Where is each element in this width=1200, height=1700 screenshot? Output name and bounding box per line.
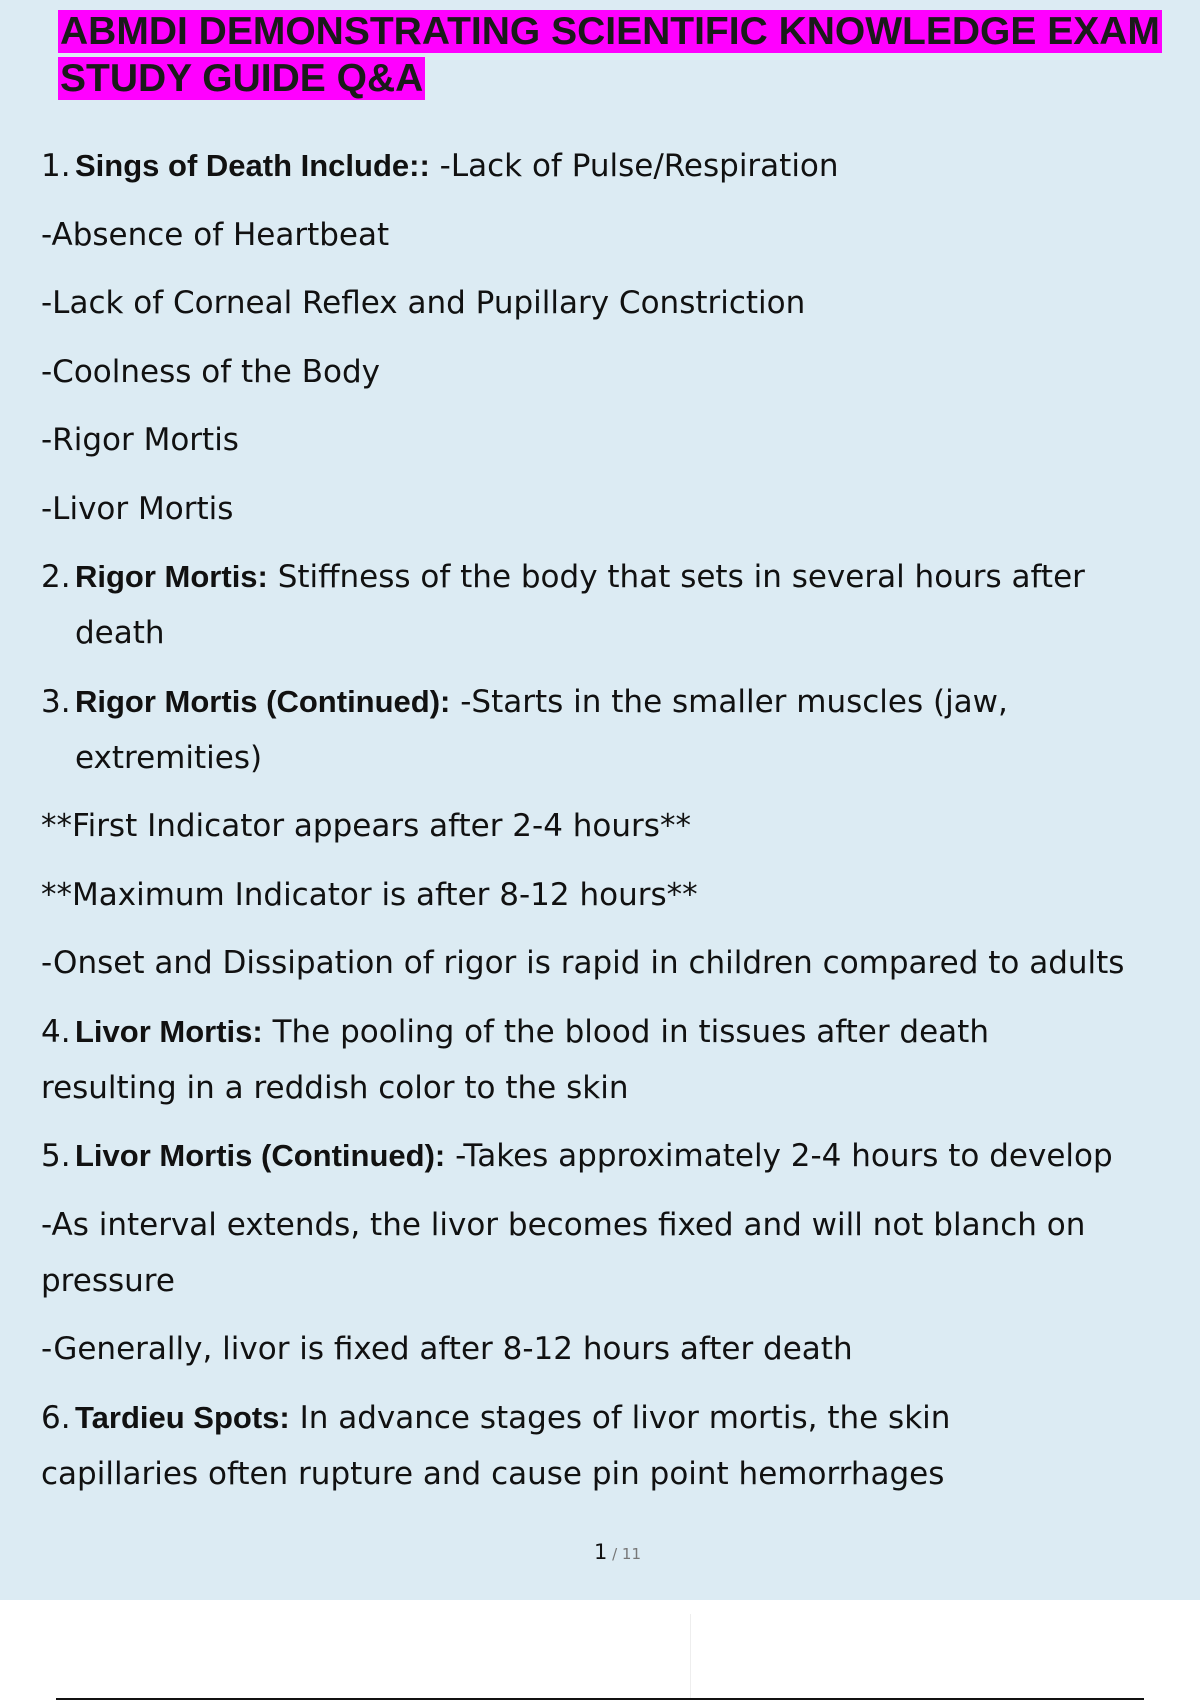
item-term: Sings of Death Include:: <box>75 148 430 183</box>
qa-item-6 <box>41 1390 1181 1502</box>
item-term: Livor Mortis: <box>75 1013 263 1049</box>
page-number <box>0 1540 1200 1564</box>
item-answer: -Lack of Pulse/Respiration <box>429 148 839 184</box>
qa-item-3 <box>41 674 1181 786</box>
item-answer-cont: capillaries often rupture and cause pin point hemorrhages <box>41 1455 945 1492</box>
answer-line: -Coolness of the Body <box>41 353 380 390</box>
page-divider <box>690 1614 691 1700</box>
item-answer: Stiffness of the body that sets in several hours after <box>267 559 1085 595</box>
qa-item-2 <box>41 549 1181 661</box>
item-term: Rigor Mortis (Continued): <box>75 683 451 719</box>
item-number: 4. <box>41 1013 71 1050</box>
item-answer: -Starts in the smaller muscles (jaw, <box>450 683 1008 720</box>
qa-item-4 <box>41 1004 1181 1116</box>
answer-line: -Lack of Corneal Reflex and Pupillary Constriction <box>41 285 806 321</box>
item-number: 1. <box>41 148 71 184</box>
title-line-1: ABMDI DEMONSTRATING SCIENTIFIC KNOWLEDGE EXAM <box>60 10 1160 53</box>
item-answer-cont: extremities) <box>75 739 263 776</box>
answer-line-wrapped <box>41 1197 1181 1309</box>
item-answer: In advance stages of livor mortis, the skin <box>289 1399 951 1436</box>
item-answer-cont: death <box>75 615 165 651</box>
answer-line: -Onset and Dissipation of rigor is rapid in children compared to adults <box>41 945 1125 981</box>
page-title <box>58 8 1200 102</box>
answer-line: -As interval extends, the livor becomes fixed and will not blanch on <box>41 1206 1086 1243</box>
qa-item-5 <box>41 1128 1181 1184</box>
page-total: / 11 <box>607 1545 642 1563</box>
answer-line: -Livor Mortis <box>41 490 234 527</box>
item-term: Livor Mortis (Continued): <box>75 1138 446 1173</box>
item-answer: -Takes approximately 2-4 hours to develop <box>445 1138 1113 1174</box>
qa-item-1 <box>41 138 1181 194</box>
item-answer-cont: resulting in a reddish color to the skin <box>41 1069 629 1106</box>
next-page-preview <box>0 1600 1200 1700</box>
item-number: 3. <box>41 683 71 720</box>
item-number: 2. <box>41 559 71 595</box>
answer-line: **Maximum Indicator is after 8-12 hours** <box>41 876 698 913</box>
answer-line: -Rigor Mortis <box>41 422 239 458</box>
qa-list <box>41 138 1181 1514</box>
item-number: 5. <box>41 1138 71 1174</box>
answer-line: -Absence of Heartbeat <box>41 216 390 253</box>
item-term: Tardieu Spots: <box>75 1399 290 1435</box>
answer-line: **First Indicator appears after 2-4 hours** <box>41 808 691 844</box>
item-number: 6. <box>41 1399 71 1436</box>
title-line-2: STUDY GUIDE Q&A <box>60 57 424 100</box>
item-answer: The pooling of the blood in tissues after death <box>262 1013 989 1050</box>
item-term: Rigor Mortis: <box>75 559 268 594</box>
page-current: 1 <box>593 1540 608 1564</box>
answer-line: -Generally, livor is fixed after 8-12 hours after death <box>41 1331 853 1367</box>
answer-line: pressure <box>41 1262 175 1299</box>
